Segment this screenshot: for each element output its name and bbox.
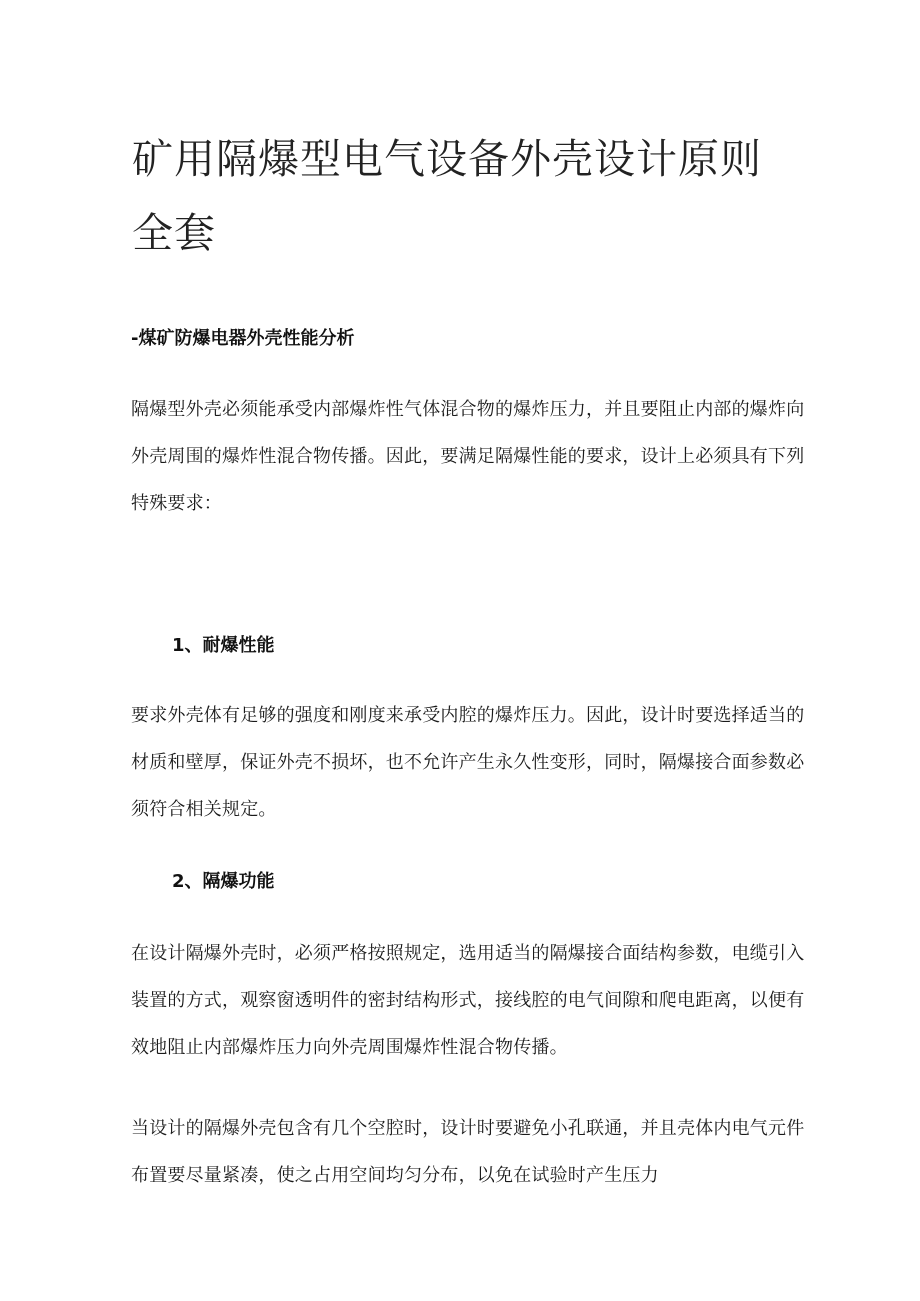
section-heading-flameproof-function: 2、隔爆功能 [172,871,275,892]
intro-paragraph: 隔爆型外壳必须能承受内部爆炸性气体混合物的爆炸压力，并且要阻止内部的爆炸向外壳周围的爆炸性混合物传播。因此，要满足隔爆性能的要求，设计上必须具有下列特殊要求： [131,399,805,514]
document-subheading: -煤矿防爆电器外壳性能分析 [131,328,355,349]
section-heading-explosion-resistance: 1、耐爆性能 [172,635,275,656]
document-title: 矿用隔爆型电气设备外壳设计原则全套 [132,135,762,257]
section-2-paragraph-1: 在设计隔爆外壳时，必须严格按照规定，选用适当的隔爆接合面结构参数，电缆引入装置的方式，观察窗透明件的密封结构形式，接线腔的电气间隙和爬电距离，以便有效地阻止内部爆炸压力向外壳周围爆炸性混合物传播。 [131,943,805,1058]
section-2-paragraph-2: 当设计的隔爆外壳包含有几个空腔时，设计时要避免小孔联通，并且壳体内电气元件布置要尽量紧凑，使之占用空间均匀分布，以免在试验时产生压力 [131,1118,805,1186]
section-1-paragraph: 要求外壳体有足够的强度和刚度来承受内腔的爆炸压力。因此，设计时要选择适当的材质和壁厚，保证外壳不损坏，也不允许产生永久性变形，同时，隔爆接合面参数必须符合相关规定。 [131,705,805,820]
